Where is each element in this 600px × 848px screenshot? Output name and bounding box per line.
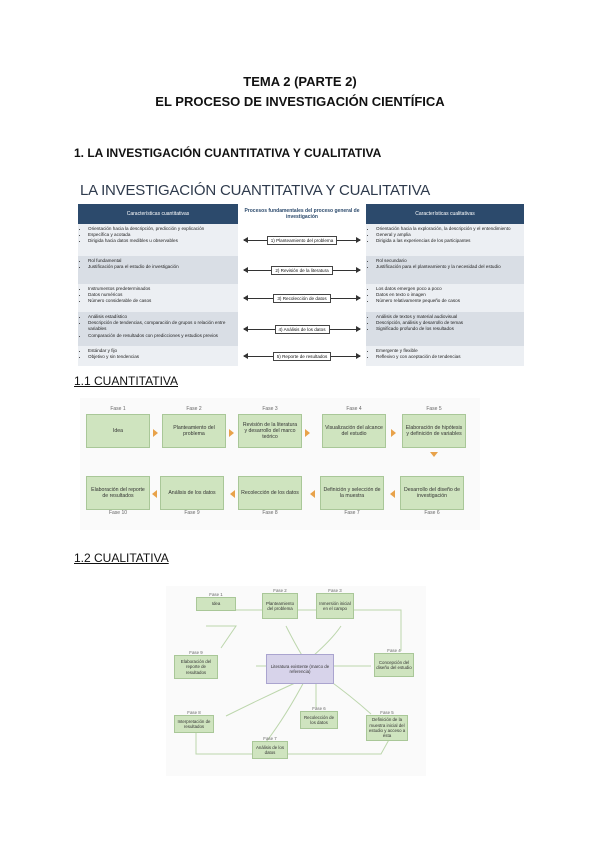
qual-phase-card xyxy=(366,710,408,741)
qual-phase-card xyxy=(174,650,218,679)
phase-label: Fase 4 xyxy=(387,648,401,653)
process-stage xyxy=(238,346,366,366)
phase-label: Fase 8 xyxy=(262,510,278,516)
phase-box: Análisis de los datos xyxy=(252,741,288,759)
phase-box: Elaboración del reporte de resultados xyxy=(86,476,150,510)
qualitative-cell xyxy=(366,284,524,312)
phase-label: Fase 8 xyxy=(187,710,201,715)
center-box: Literatura existente (marco de referencia) xyxy=(266,654,334,684)
phase-box: Idea xyxy=(86,414,150,448)
phase-label: Fase 3 xyxy=(262,406,278,412)
arrow-right-icon xyxy=(391,429,396,437)
stage-label: 2) Revisión de la literatura xyxy=(271,266,332,275)
phase-card xyxy=(86,476,150,518)
process-stage xyxy=(238,284,366,312)
phase-label: Fase 5 xyxy=(380,710,394,715)
section-heading-1: 1. LA INVESTIGACIÓN CUANTITATIVA Y CUALITATIVA xyxy=(74,146,382,160)
phase-card xyxy=(238,476,302,518)
figure-title: LA INVESTIGACIÓN CUANTITATIVA Y CUALITATIVA xyxy=(80,182,431,199)
qualitative-cell xyxy=(366,224,524,256)
stage-label: 5) Reporte de resultados xyxy=(273,352,332,361)
phase-label: Fase 10 xyxy=(108,510,128,516)
quantitative-cell xyxy=(78,346,238,366)
list-item: • Significado profundo de los resultados xyxy=(376,326,521,332)
list-item: • Descripción, análisis y desarrollo de temas xyxy=(376,320,521,326)
phase-box: Elaboración del reporte de resultados xyxy=(174,655,218,679)
list-item: • Reflexivo y con aceptación de tendencias xyxy=(376,354,521,360)
phase-box: Revisión de la literatura y desarrollo del marco teórico xyxy=(238,414,302,448)
list-item: • Dirigida a las experiencias de los participantes xyxy=(376,238,521,244)
quantitative-cell xyxy=(78,284,238,312)
process-stage xyxy=(238,256,366,284)
phase-box: Análisis de los datos xyxy=(160,476,224,510)
arrow-down-icon xyxy=(430,452,438,457)
qual-phase-card xyxy=(262,588,298,619)
phase-card xyxy=(402,406,466,448)
quantitative-cell xyxy=(78,224,238,256)
arrow-left-icon xyxy=(390,490,395,498)
phase-label: Fase 7 xyxy=(344,510,360,516)
phase-card xyxy=(400,476,464,518)
list-item: • General y amplia xyxy=(376,232,521,238)
table-row xyxy=(78,256,524,284)
phase-label: Fase 4 xyxy=(346,406,362,412)
arrow-right-icon xyxy=(229,429,234,437)
list-item: • Número relativamente pequeño de casos xyxy=(376,298,521,304)
qual-center-card xyxy=(266,654,334,684)
list-item: • Justificación para el estudio de investigación xyxy=(88,264,235,270)
arrow-right-icon xyxy=(153,429,158,437)
qualitative-process-figure xyxy=(166,586,426,776)
list-item: • Orientación hacia la exploración, la descripción y el entendimiento xyxy=(376,226,521,232)
table-row xyxy=(78,312,524,346)
stage-label: 3) Recolección de datos xyxy=(273,294,330,303)
comparison-table-figure xyxy=(78,178,524,366)
qual-phase-card xyxy=(174,710,214,733)
phase-label: Fase 2 xyxy=(273,588,287,593)
header-qualitative: Características cualitativas xyxy=(366,204,524,224)
section-heading-1-1: 1.1 CUANTITATIVA xyxy=(74,374,179,388)
qualitative-cell xyxy=(366,312,524,346)
list-item: • Comparación de resultados con predicciones y estudios previos xyxy=(88,333,235,339)
arrow-left-icon xyxy=(152,490,157,498)
section-heading-1-2: 1.2 CUALITATIVA xyxy=(74,551,169,565)
table-row xyxy=(78,346,524,366)
doc-title-line1: TEMA 2 (PARTE 2) xyxy=(243,74,357,89)
phase-label: Fase 9 xyxy=(184,510,200,516)
list-item: • Emergente y flexible xyxy=(376,348,521,354)
header-quantitative: Características cuantitativas xyxy=(78,204,238,224)
phase-box: Planteamiento del problema xyxy=(162,414,226,448)
doc-title-line2: EL PROCESO DE INVESTIGACIÓN CIENTÍFICA xyxy=(155,94,445,109)
phase-box: Idea xyxy=(196,597,236,611)
phase-label: Fase 7 xyxy=(263,736,277,741)
qual-phase-card xyxy=(252,736,288,759)
phase-label: Fase 3 xyxy=(328,588,342,593)
phase-label: Fase 6 xyxy=(424,510,440,516)
phase-box: Recolección de los datos xyxy=(238,476,302,510)
arrow-left-icon xyxy=(230,490,235,498)
phase-box: Elaboración de hipótesis y definición de variables xyxy=(402,414,466,448)
phase-label: Fase 9 xyxy=(189,650,203,655)
phase-label: Fase 5 xyxy=(426,406,442,412)
quantitative-cell xyxy=(78,312,238,346)
list-item: • Datos en texto o imagen xyxy=(376,292,521,298)
list-item: • Rol secundario xyxy=(376,258,521,264)
stage-label: 1) Planteamiento del problema xyxy=(267,236,338,245)
list-item: • Los datos emergen poco a poco xyxy=(376,286,521,292)
arrow-right-icon xyxy=(305,429,310,437)
quantitative-process-figure xyxy=(80,398,480,530)
list-item: • Análisis estadístico xyxy=(88,314,235,320)
qualitative-cell xyxy=(366,256,524,284)
phase-box: Visualización del alcance del estudio xyxy=(322,414,386,448)
phase-card xyxy=(322,406,386,448)
phase-box: Definición y selección de la muestra xyxy=(320,476,384,510)
phase-label: Fase 1 xyxy=(209,592,223,597)
qualitative-cell xyxy=(366,346,524,366)
list-item: • Análisis de textos y material audiovisual xyxy=(376,314,521,320)
phase-label: Fase 1 xyxy=(110,406,126,412)
quantitative-cell xyxy=(78,256,238,284)
list-item: • Estándar y fijo xyxy=(88,348,235,354)
stage-label: 4) Análisis de los datos xyxy=(275,325,330,334)
list-item: • Orientación hacia la descripción, predicción y explicación xyxy=(88,226,235,232)
phase-label: Fase 2 xyxy=(186,406,202,412)
list-item: • Dirigida hacia datos medibles u observables xyxy=(88,238,235,244)
phase-card xyxy=(86,406,150,448)
arrow-left-icon xyxy=(310,490,315,498)
phase-card xyxy=(320,476,384,518)
table-row xyxy=(78,224,524,256)
phase-card xyxy=(160,476,224,518)
qual-phase-card xyxy=(300,706,338,729)
qual-phase-card xyxy=(196,592,236,611)
list-item: • Número considerable de casos xyxy=(88,298,235,304)
list-item: • Datos numéricos xyxy=(88,292,235,298)
phase-box: Planteamiento del problema xyxy=(262,593,298,619)
header-processes: Procesos fundamentales del proceso general de investigación xyxy=(238,204,366,224)
phase-box: Concepción del diseño del estudio xyxy=(374,653,414,677)
list-item: • Descripción de tendencias, comparación de grupos o relación entre variables xyxy=(88,320,235,332)
list-item: • Rol fundamental xyxy=(88,258,235,264)
table-row xyxy=(78,284,524,312)
phase-card xyxy=(162,406,226,448)
phase-box: Definición de la muestra inicial del estudio y acceso a ésta xyxy=(366,715,408,741)
list-item: • Instrumentos predeterminados xyxy=(88,286,235,292)
list-item: • Justificación para el planteamiento y la necesidad del estudio xyxy=(376,264,521,270)
qual-phase-card xyxy=(374,648,414,677)
phase-box: Desarrollo del diseño de investigación xyxy=(400,476,464,510)
list-item: • Objetivo y sin tendencias xyxy=(88,354,235,360)
qual-phase-card xyxy=(316,588,354,619)
phase-box: Recolección de los datos xyxy=(300,711,338,729)
phase-card xyxy=(238,406,302,448)
process-stage xyxy=(238,224,366,256)
phase-label: Fase 6 xyxy=(312,706,326,711)
phase-box: Interpretación de resultados xyxy=(174,715,214,733)
process-stage xyxy=(238,312,366,346)
list-item: • Específica y acotada xyxy=(88,232,235,238)
phase-box: Inmersión inicial en el campo xyxy=(316,593,354,619)
